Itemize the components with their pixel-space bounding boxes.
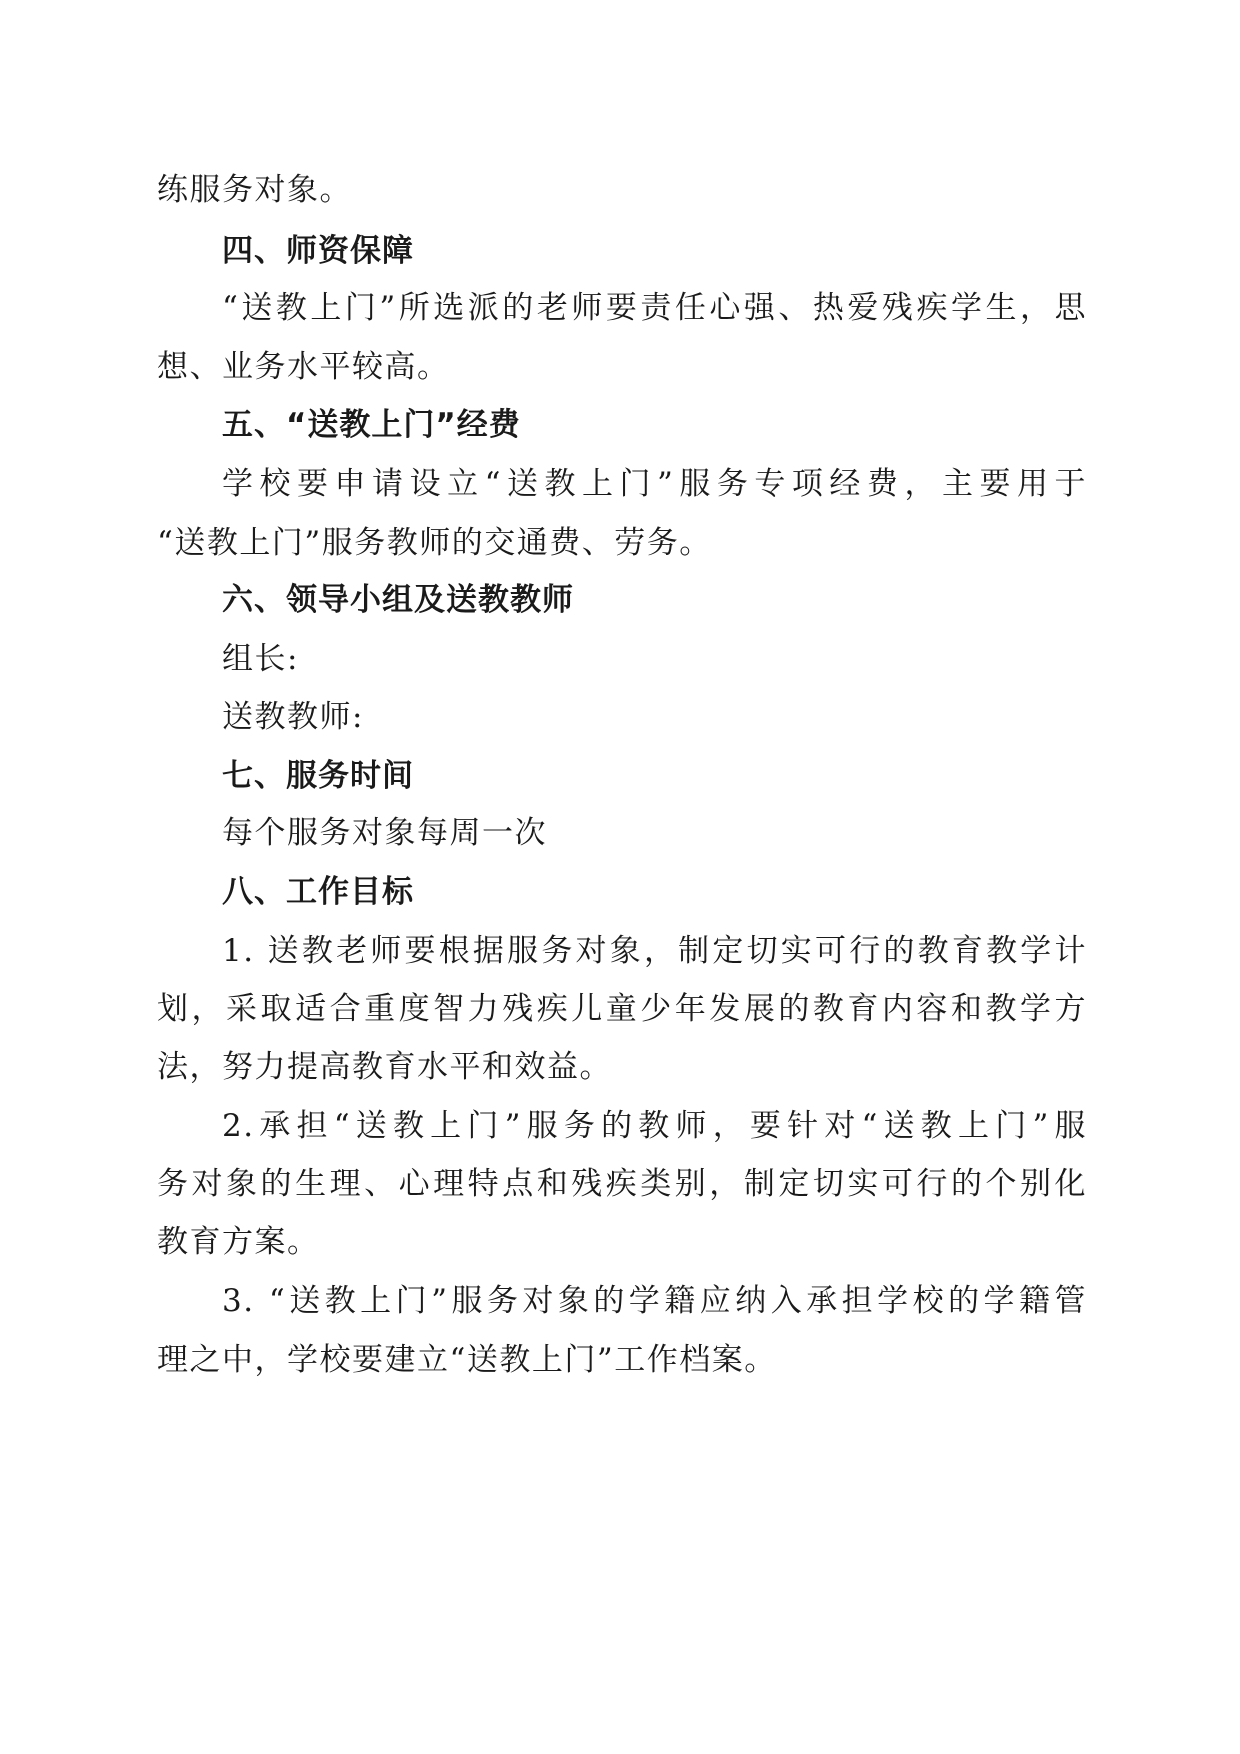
paragraph-line: 法，努力提高教育水平和效益。 bbox=[157, 1049, 612, 1085]
paragraph-line: 理之中，学校要建立“送教上门”工作档案。 bbox=[157, 1342, 777, 1378]
goal-item-3: 3. “送教上门”服务对象的学籍应纳入承担学校的学籍管 bbox=[222, 1283, 1087, 1319]
section-heading-funding: 五、“送教上门”经费 bbox=[222, 407, 521, 443]
paragraph-line: 练服务对象。 bbox=[157, 172, 352, 208]
group-leader-label: 组长: bbox=[222, 641, 299, 677]
section-heading-service-time: 七、服务时间 bbox=[222, 758, 414, 794]
paragraph-line: “送教上门”服务教师的交通费、劳务。 bbox=[157, 525, 712, 561]
paragraph-line: 教育方案。 bbox=[157, 1224, 320, 1260]
paragraph-line: 划，采取适合重度智力残疾儿童少年发展的教育内容和教学方 bbox=[157, 991, 1087, 1027]
goal-item-2: 2.承担“送教上门”服务的教师，要针对“送教上门”服 bbox=[222, 1108, 1087, 1144]
section-heading-leadership: 六、领导小组及送教教师 bbox=[222, 582, 574, 618]
teachers-label: 送教教师: bbox=[222, 699, 364, 735]
goal-item-1: 1. 送教老师要根据服务对象，制定切实可行的教育教学计 bbox=[222, 933, 1087, 969]
paragraph-line: 每个服务对象每周一次 bbox=[222, 815, 547, 851]
paragraph-line: “送教上门”所选派的老师要责任心强、热爱残疾学生，思 bbox=[222, 290, 1087, 326]
paragraph-line: 学校要申请设立“送教上门”服务专项经费，主要用于 bbox=[222, 466, 1087, 502]
paragraph-line: 务对象的生理、心理特点和残疾类别，制定切实可行的个别化 bbox=[157, 1166, 1087, 1202]
section-heading-goals: 八、工作目标 bbox=[222, 874, 414, 910]
paragraph-line: 想、业务水平较高。 bbox=[157, 349, 450, 385]
section-heading-teacher-support: 四、师资保障 bbox=[222, 233, 414, 269]
